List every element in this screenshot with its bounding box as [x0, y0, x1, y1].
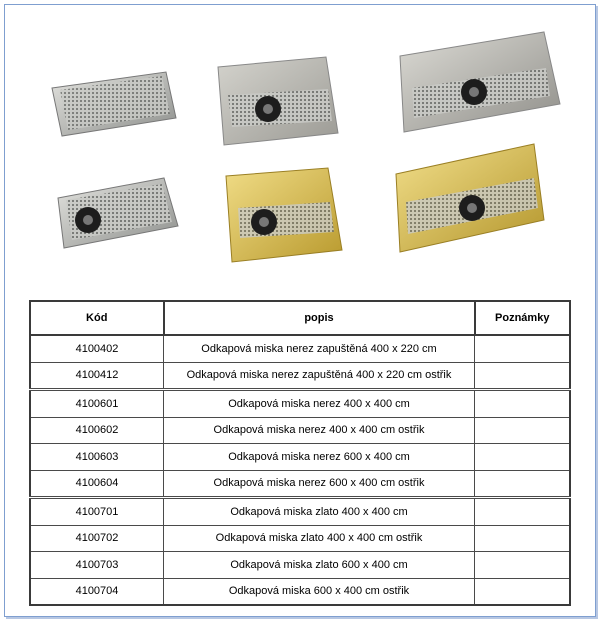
cell-notes: [475, 362, 571, 390]
cell-notes: [475, 444, 571, 471]
table-row: [30, 362, 570, 390]
table-row: [30, 498, 570, 526]
cell-code: 4100702: [30, 525, 164, 552]
cell-code: 4100704: [30, 578, 164, 605]
cell-code: 4100602: [30, 417, 164, 444]
cell-notes: [475, 390, 571, 418]
cell-code: 4100412: [30, 362, 164, 390]
cell-notes: [475, 498, 571, 526]
cell-code: 4100603: [30, 444, 164, 471]
cell-description: Odkapová miska nerez zapuštěná 400 x 220 cm: [164, 335, 475, 362]
cell-notes: [475, 578, 571, 605]
drip-tray-photo: [216, 55, 340, 147]
table-row: [30, 417, 570, 444]
cell-description: Odkapová miska zlato 400 x 400 cm ostřik: [164, 525, 475, 552]
cell-description: Odkapová miska zlato 400 x 400 cm: [164, 498, 475, 526]
cell-code: 4100604: [30, 470, 164, 498]
table-row: [30, 470, 570, 498]
drip-tray-photo: [394, 142, 546, 254]
table-row: [30, 578, 570, 605]
header-description: popis: [164, 301, 475, 335]
cell-description: Odkapová miska 600 x 400 cm ostřik: [164, 578, 475, 605]
cell-description: Odkapová miska nerez 600 x 400 cm ostřik: [164, 470, 475, 498]
drip-tray-photo: [224, 166, 344, 264]
header-notes: Poznámky: [475, 301, 571, 335]
product-photos: [0, 0, 600, 290]
cell-notes: [475, 470, 571, 498]
cell-notes: [475, 417, 571, 444]
table-row: [30, 335, 570, 362]
cell-description: Odkapová miska zlato 600 x 400 cm: [164, 552, 475, 579]
table-row: [30, 525, 570, 552]
product-table: [29, 300, 571, 606]
cell-description: Odkapová miska nerez 400 x 400 cm: [164, 390, 475, 418]
cell-code: 4100701: [30, 498, 164, 526]
cell-code: 4100402: [30, 335, 164, 362]
drip-tray-photo: [56, 176, 180, 250]
cell-code: 4100703: [30, 552, 164, 579]
table-header-row: [30, 301, 570, 335]
table-row: [30, 390, 570, 418]
drip-tray-photo: [48, 68, 178, 140]
drip-tray-photo: [398, 30, 562, 134]
cell-code: 4100601: [30, 390, 164, 418]
cell-description: Odkapová miska nerez 600 x 400 cm: [164, 444, 475, 471]
header-code: Kód: [30, 301, 164, 335]
cell-notes: [475, 525, 571, 552]
cell-description: Odkapová miska nerez 400 x 400 cm ostřik: [164, 417, 475, 444]
cell-notes: [475, 335, 571, 362]
cell-description: Odkapová miska nerez zapuštěná 400 x 220 cm ostřik: [164, 362, 475, 390]
table-row: [30, 444, 570, 471]
cell-notes: [475, 552, 571, 579]
table-row: [30, 552, 570, 579]
